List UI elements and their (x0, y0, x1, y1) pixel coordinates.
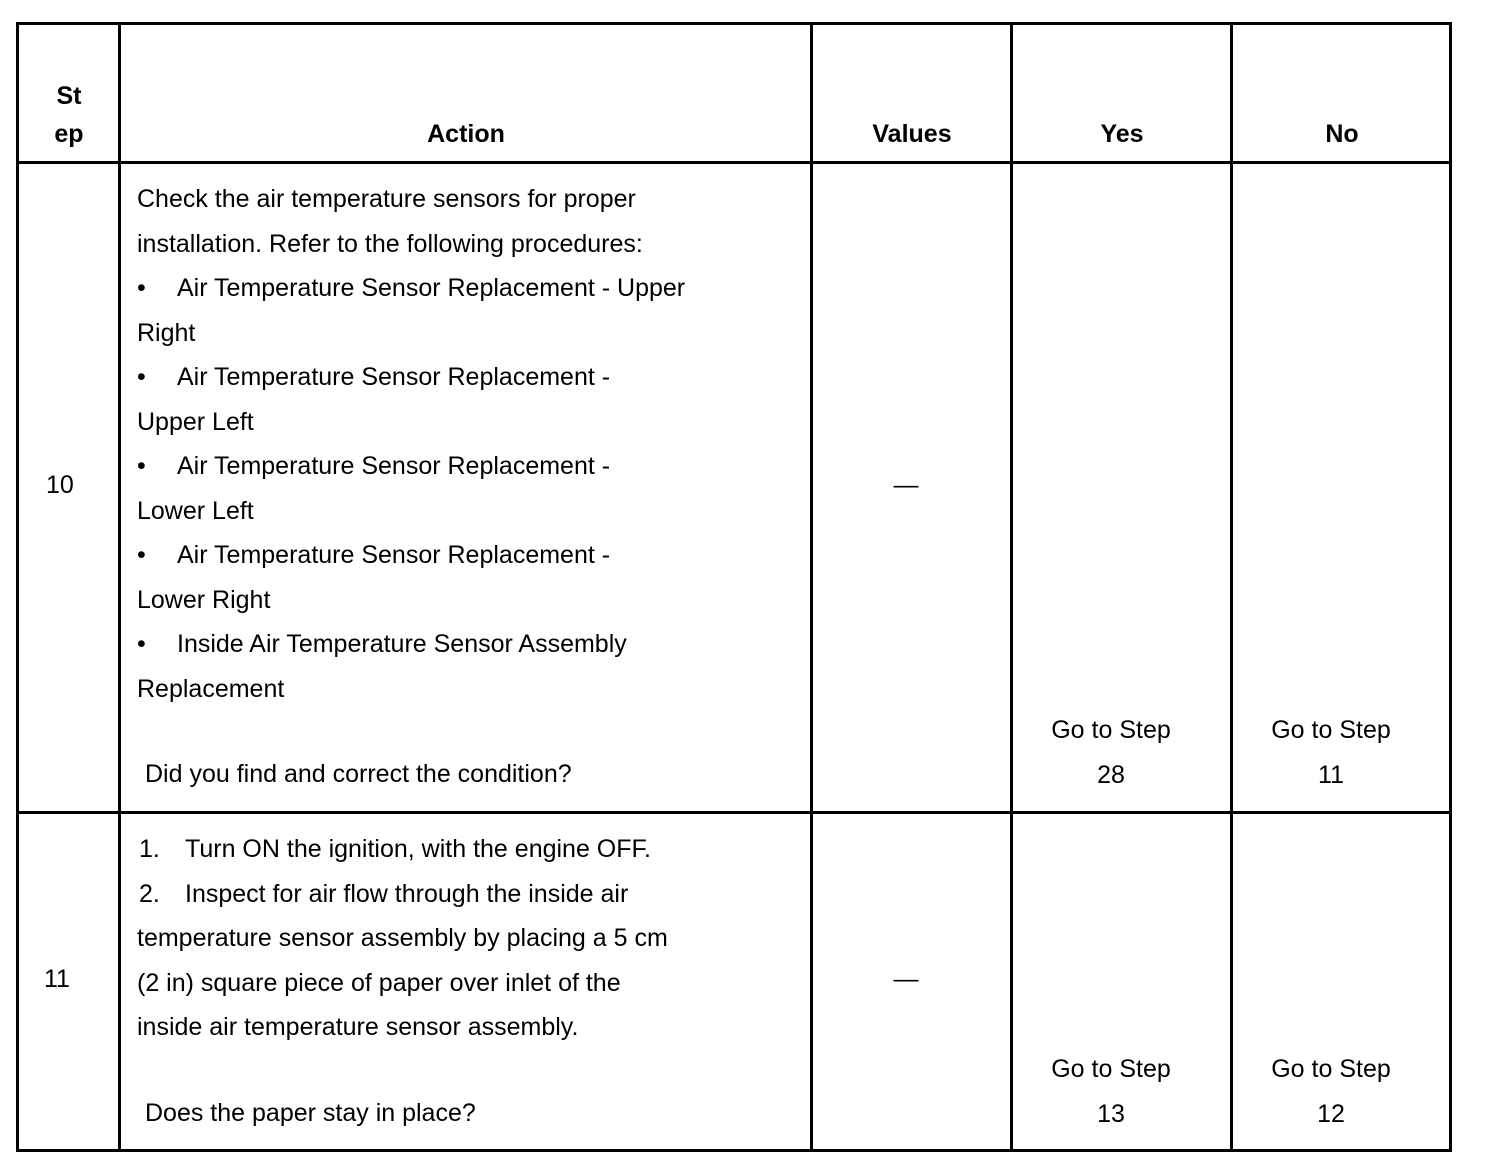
no-step-number: 11 (1318, 760, 1344, 789)
bullet-icon: • (137, 452, 146, 480)
values-cell: — (893, 471, 919, 499)
action-line: Upper Left (137, 407, 254, 436)
column-divider (1010, 25, 1013, 1149)
action-line: inside air temperature sensor assembly. (137, 1013, 579, 1041)
bullet-icon: • (137, 541, 146, 569)
procedure-bullet-item (137, 355, 685, 400)
step-number: 10 (46, 471, 74, 499)
procedure-link: Air Temperature Sensor Replacement - Upper (177, 274, 686, 302)
row-divider (19, 161, 1449, 164)
step-index: 1. (139, 835, 160, 863)
procedure-bullet-item (137, 622, 685, 667)
action-cell (137, 177, 685, 711)
procedure-bullet-item (137, 266, 685, 311)
no-cell (1233, 708, 1429, 797)
procedure-link: Inside Air Temperature Sensor Assembly (177, 630, 627, 658)
bullet-icon: • (137, 363, 146, 391)
header-yes: Yes (1100, 120, 1144, 148)
numbered-step (137, 827, 668, 872)
step-index: 2. (139, 879, 160, 908)
procedure-bullet-item (137, 444, 685, 489)
action-question: Did you find and correct the condition? (145, 760, 572, 788)
procedure-link: Air Temperature Sensor Replacement - (177, 363, 611, 391)
header-step-line: St (56, 82, 82, 110)
yes-step-number: 13 (1097, 1099, 1125, 1128)
numbered-step (137, 872, 668, 917)
step-text: Turn ON the ignition, with the engine OFF. (185, 835, 651, 863)
procedure-bullet-item (137, 533, 685, 578)
header-values: Values (872, 120, 952, 148)
bullet-icon: • (137, 274, 146, 302)
action-cell (137, 827, 668, 1050)
action-line: Check the air temperature sensors for proper (137, 185, 636, 213)
action-line: Replacement (137, 674, 285, 703)
row-divider (19, 811, 1449, 814)
no-go-to-step: Go to Step (1271, 716, 1391, 744)
action-line: (2 in) square piece of paper over inlet of the (137, 968, 621, 997)
step-text: Inspect for air flow through the inside air (185, 879, 629, 908)
bullet-icon: • (137, 630, 146, 658)
action-line: installation. Refer to the following procedures: (137, 229, 643, 258)
yes-go-to-step: Go to Step (1051, 716, 1171, 744)
action-line: temperature sensor assembly by placing a 5 cm (137, 924, 668, 952)
action-line: Lower Left (137, 496, 254, 525)
action-line: Right (137, 318, 196, 347)
yes-step-number: 28 (1097, 760, 1125, 789)
header-action: Action (427, 120, 505, 148)
no-cell (1233, 1047, 1429, 1136)
no-go-to-step: Go to Step (1271, 1055, 1391, 1083)
yes-cell (1013, 708, 1209, 797)
yes-cell (1013, 1047, 1209, 1136)
procedure-link: Air Temperature Sensor Replacement - (177, 541, 611, 569)
procedure-link: Air Temperature Sensor Replacement - (177, 452, 611, 480)
header-step (19, 77, 119, 153)
header-step-line: ep (54, 120, 84, 148)
action-question: Does the paper stay in place? (145, 1099, 476, 1127)
column-divider (118, 25, 121, 1149)
step-number: 11 (44, 965, 70, 993)
action-line: Lower Right (137, 585, 271, 614)
column-divider (1230, 25, 1233, 1149)
values-cell: — (893, 965, 919, 993)
no-step-number: 12 (1317, 1099, 1345, 1128)
yes-go-to-step: Go to Step (1051, 1055, 1171, 1083)
header-no: No (1325, 120, 1359, 148)
